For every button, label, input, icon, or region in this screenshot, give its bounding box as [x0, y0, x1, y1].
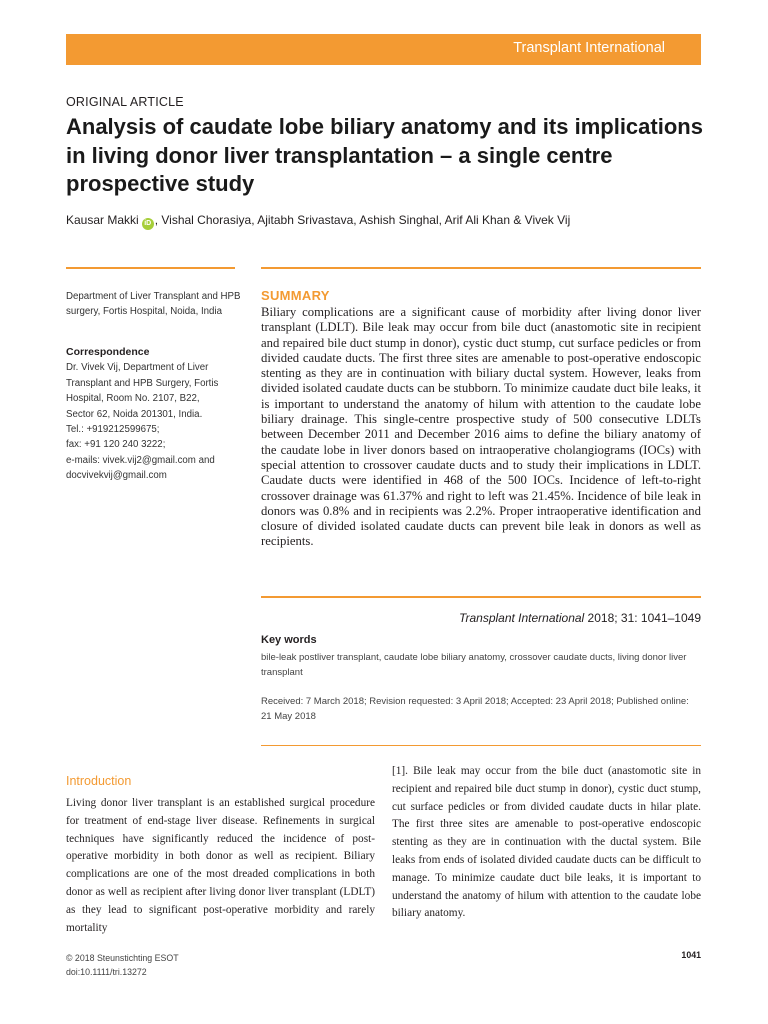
correspondence-email[interactable]: e-mails: vivek.vij2@gmail.com and	[66, 454, 215, 466]
keywords-text: bile-leak postliver transplant, caudate lobe biliary anatomy, crossover caudate ducts, living donor liver transplant	[261, 652, 687, 678]
article-title: Analysis of caudate lobe biliary anatomy and its implications in living donor liver transplantation – a single centre prospective study	[66, 114, 703, 196]
introduction-column-right: [1]. Bile leak may occur from the bile duct (anastomotic site in recipient and repaired bile duct stump in donor), cystic duct stump, cut surface pedicles or from divided caudate ducts in hilar plate. The first three sites are amenable to post-operative endoscopic stenting as they are in continuation with the ductal system. Bile leaks from ends of isolated divided caudate ducts can be difficult to manage. To minimize caudate duct bile leaks, it is important to understand the anatomy of hilum with attention to the caudate lobe biliary anatomy.	[392, 765, 701, 920]
correspondence-line: Dr. Vivek Vij, Department of Liver	[66, 362, 209, 374]
summary-text: Biliary complications are a significant cause of morbidity after living donor liver transplant (LDLT). Bile leak may occur from bile duct (anastomotic site in recipient and repaired bile duct stump in donor), cystic duct stump, cut surface pedicles or from divided caudate ducts. The first three sites are amenable to post-operative endoscopic stenting as they are in continuation with biliary ductal system. However, leaks from divided isolated caudate ducts can be stubborn. To minimize caudate duct bile leaks, it is important to understand the anatomy of hilum with attention to the caudate lobe biliary drainage. This single-centre prospective study of 500 consecutive LDLTs between December 2011 and December 2016 aims to define the biliary anatomy of the caudate lobe in liver donors based on intraoperative cholangiograms (IOCs) with special attention to crossover caudate ducts and to study their implications in LDLT. Caudate ducts were identified in 468 of the 500 IOCs. Incidence of left-to-right crossover drainage was 61.37% and right to left was 21.45%. Incidence of bile leak in donors was 0.8% and in recipients was 2.2%. Proper intraoperative identification and closure of divided isolated caudate ducts can prevent bile leak in donors as well as recipients.	[261, 305, 701, 549]
article-type: ORIGINAL ARTICLE	[66, 95, 184, 109]
page-number: 1041	[681, 950, 701, 960]
correspondence-line: Sector 62, Noida 201301, India.	[66, 408, 203, 420]
divider	[261, 596, 701, 598]
divider	[261, 745, 701, 746]
orcid-icon[interactable]: iD	[142, 218, 154, 230]
doi[interactable]: doi:10.1111/tri.13272	[66, 967, 147, 977]
first-author: Kausar Makki	[66, 213, 139, 227]
article-history: Received: 7 March 2018; Revision requested: 3 April 2018; Accepted: 23 April 2018; Published online: 21 May 2018	[261, 696, 689, 722]
introduction-heading: Introduction	[66, 774, 132, 788]
footer	[66, 951, 179, 979]
journal-name: Transplant International	[513, 40, 665, 56]
introduction-column-left: Living donor liver transplant is an established surgical procedure for treatment of end-stage liver disease. Refinements in surgical techniques have significantly reduced the incidence of post-operative morbidity in both donor as well as recipient. Biliary complications are one of the most dreaded complications in both donor as well as recipient after living donor liver transplant (LDLT) as they lead to significant post-operative morbidity and rarely mortality	[66, 797, 375, 934]
divider	[66, 267, 235, 269]
divider	[261, 267, 701, 269]
other-authors: , Vishal Chorasiya, Ajitabh Srivastava, Ashish Singhal, Arif Ali Khan & Vivek Vij	[154, 213, 571, 227]
correspondence-line: Hospital, Room No. 2107, B22,	[66, 393, 200, 405]
correspondence-fax: fax: +91 120 240 3222;	[66, 439, 166, 451]
keywords-heading: Key words	[261, 634, 317, 646]
copyright: © 2018 Steunstichting ESOT	[66, 953, 179, 963]
summary-heading: SUMMARY	[261, 288, 330, 303]
journal-header-bar	[66, 34, 701, 65]
correspondence-phone: Tel.: +919212599675;	[66, 424, 160, 436]
citation-details: 2018; 31: 1041–1049	[584, 611, 701, 625]
correspondence-block	[66, 345, 246, 484]
correspondence-heading: Correspondence	[66, 346, 150, 358]
affiliation: Department of Liver Transplant and HPB surgery, Fortis Hospital, Noida, India	[66, 291, 241, 318]
journal-citation	[459, 611, 701, 625]
correspondence-line: Transplant and HPB Surgery, Fortis	[66, 377, 219, 389]
citation-journal: Transplant International	[459, 611, 585, 625]
correspondence-email[interactable]: docvivekvij@gmail.com	[66, 470, 167, 482]
author-list	[66, 213, 570, 230]
